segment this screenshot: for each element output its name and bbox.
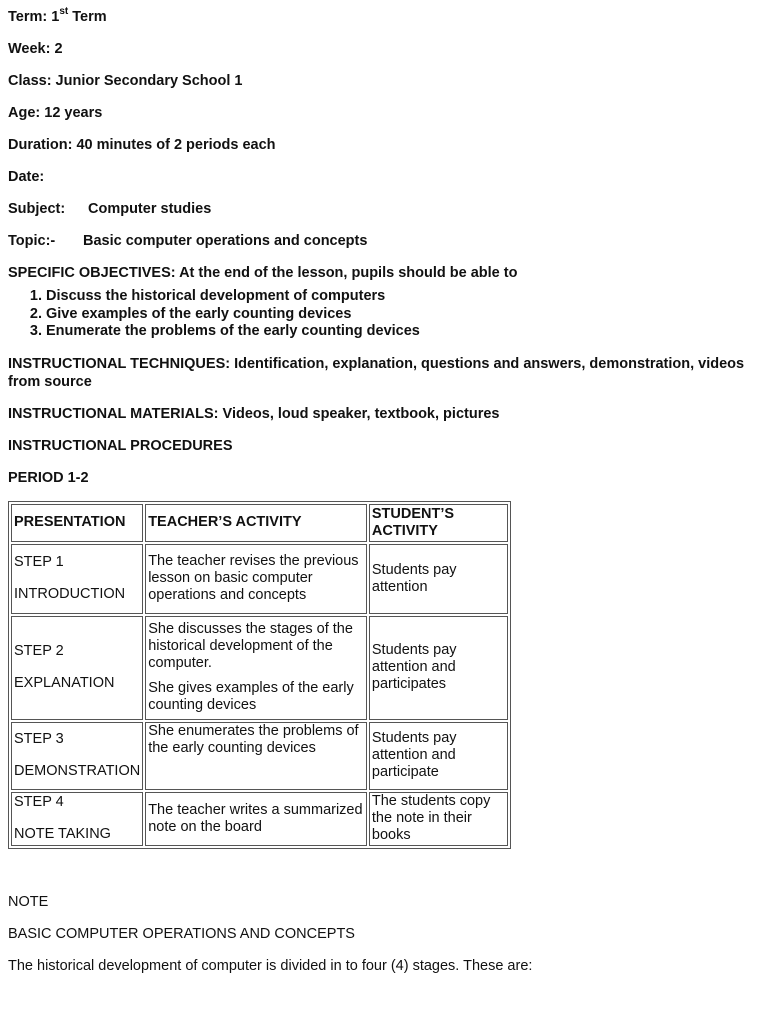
student-activity-cell: Students pay attention and participate — [369, 722, 508, 790]
student-activity-cell: Students pay attention and participates — [369, 616, 508, 720]
week-line: Week: 2 — [8, 41, 63, 57]
student-activity-cell: The students copy the note in their books — [369, 792, 508, 846]
step-label: STEP 3 — [14, 731, 64, 747]
table-row — [11, 722, 508, 790]
age-line: Age: 12 years — [8, 105, 103, 121]
table-row — [11, 544, 508, 614]
table-row — [11, 616, 508, 720]
list-item: 2. Give examples of the early counting devices — [46, 306, 760, 324]
class-line: Class: Junior Secondary School 1 — [8, 73, 243, 89]
term-prefix: Term: 1 — [8, 9, 60, 25]
stage-label: NOTE TAKING — [14, 826, 111, 842]
teacher-activity-text: She enumerates the problems of the early counting devices — [148, 722, 359, 756]
teacher-activity-text: She discusses the stages of the historical development of the computer. — [148, 621, 353, 671]
period-heading: PERIOD 1-2 — [8, 469, 89, 486]
list-item: 1. Discuss the historical development of computers — [46, 288, 760, 306]
teacher-activity-cell — [145, 792, 367, 846]
subject-label: Subject: — [8, 201, 66, 217]
term-line — [8, 0, 760, 26]
teacher-activity-cell — [145, 722, 367, 790]
presentation-cell — [11, 792, 143, 846]
objectives-list — [8, 288, 760, 341]
subject-value: Computer studies — [88, 201, 212, 217]
objectives-intro: SPECIFIC OBJECTIVES: At the end of the lesson, pupils should be able to — [8, 265, 518, 281]
student-activity-cell: Students pay attention — [369, 544, 508, 614]
header-teacher-activity: TEACHER’S ACTIVITY — [145, 504, 367, 542]
header-presentation: PRESENTATION — [11, 504, 143, 542]
stage-label: EXPLANATION — [14, 675, 115, 691]
lesson-procedure-table — [8, 501, 511, 849]
note-title: BASIC COMPUTER OPERATIONS AND CONCEPTS — [8, 925, 355, 942]
stage-label: DEMONSTRATION — [14, 763, 141, 779]
teacher-activity-cell — [145, 544, 367, 614]
presentation-cell — [11, 616, 143, 720]
step-label: STEP 1 — [14, 554, 64, 570]
note-intro: The historical development of computer is divided in to four (4) stages. These are: — [8, 957, 533, 974]
step-label: STEP 4 — [14, 794, 64, 810]
term-suffix: Term — [68, 9, 107, 25]
header-student-activity: STUDENT’S ACTIVITY — [369, 504, 508, 542]
topic-value: Basic computer operations and concepts — [83, 233, 368, 249]
instructional-techniques: INSTRUCTIONAL TECHNIQUES: Identification, explanation, questions and answers, demonstration, videos from source — [8, 355, 745, 390]
teacher-activity-text: She gives examples of the early counting devices — [148, 680, 354, 713]
list-item: 3. Enumerate the problems of the early counting devices — [46, 323, 760, 341]
step-label: STEP 2 — [14, 643, 64, 659]
stage-label: INTRODUCTION — [14, 586, 126, 602]
instructional-procedures: INSTRUCTIONAL PROCEDURES — [8, 437, 233, 454]
presentation-cell — [11, 544, 143, 614]
term-superscript: st — [59, 6, 69, 18]
date-line: Date: — [8, 169, 45, 185]
presentation-cell — [11, 722, 143, 790]
note-heading: NOTE — [8, 893, 49, 910]
duration-line: Duration: 40 minutes of 2 periods each — [8, 137, 276, 153]
instructional-materials: INSTRUCTIONAL MATERIALS: Videos, loud speaker, textbook, pictures — [8, 405, 500, 422]
topic-line — [8, 232, 760, 250]
topic-label: Topic:- — [8, 233, 56, 249]
teacher-activity-text: The teacher revises the previous lesson on basic computer operations and concepts — [148, 553, 359, 603]
subject-line — [8, 200, 760, 218]
table-row — [11, 792, 508, 846]
table-header-row — [11, 504, 508, 542]
teacher-activity-cell — [145, 616, 367, 720]
teacher-activity-text: The teacher writes a summarized note on the board — [148, 801, 363, 835]
